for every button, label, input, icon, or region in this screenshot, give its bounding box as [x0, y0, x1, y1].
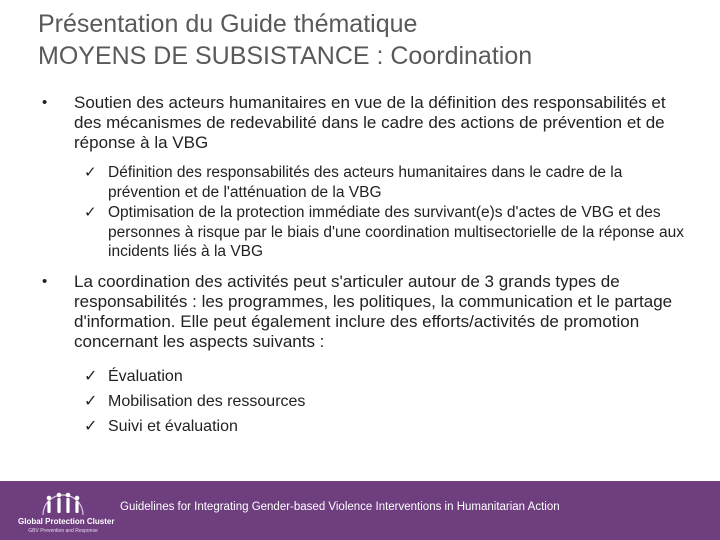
checkmark-icon: ✓ — [84, 367, 98, 385]
bullet-icon: • — [42, 272, 48, 290]
checkmark-icon: ✓ — [84, 392, 98, 410]
bullet-text: Soutien des acteurs humanitaires en vue de la définition des responsabilités et des mécanismes de redevabilité dans le cadre des actions de prévention et de réponse à la VBG — [74, 93, 666, 152]
check-item — [30, 163, 695, 202]
check-text: Suivi et évaluation — [108, 417, 238, 435]
check-item — [30, 414, 695, 439]
slide-title — [38, 8, 698, 72]
title-line-1: Présentation du Guide thématique — [38, 10, 418, 38]
check-text: Optimisation de la protection immédiate des survivant(e)s d'actes de VBG et des personnes à risque par le biais d'une coordination multisectorielle de la réponse aux incidents liés à la VBG — [108, 204, 684, 260]
slide-content — [30, 93, 695, 439]
checkmark-icon: ✓ — [84, 164, 97, 181]
check-item — [30, 364, 695, 389]
bullet-item-2 — [30, 272, 695, 439]
footer-text: Guidelines for Integrating Gender-based Violence Interventions in Humanitarian Action — [120, 501, 560, 513]
check-text: Évaluation — [108, 367, 183, 385]
title-line-2: MOYENS DE SUBSISTANCE : Coordination — [38, 42, 533, 70]
global-protection-cluster-logo — [18, 487, 115, 537]
checklist — [30, 163, 695, 262]
people-figures-icon — [33, 489, 93, 517]
bullet-item-1 — [30, 93, 695, 262]
checkmark-icon: ✓ — [84, 417, 98, 435]
checklist — [30, 364, 695, 439]
check-item — [30, 389, 695, 414]
bullet-icon: • — [42, 94, 48, 111]
logo-name: Global Protection Cluster — [18, 517, 115, 526]
check-text: Mobilisation des ressources — [108, 392, 306, 410]
check-text: Définition des responsabilités des acteurs humanitaires dans le cadre de la prévention et de l'atténuation de la VBG — [108, 164, 623, 201]
logo-subtitle: GBV Prevention and Response — [28, 528, 98, 534]
checkmark-icon: ✓ — [84, 204, 97, 221]
footer-bar — [0, 481, 720, 540]
bullet-text: La coordination des activités peut s'articuler autour de 3 grands types de responsabilités : les programmes, les politiques, la communication et le partage d'information. Elle peut également inclure des efforts/activités de promotion concernant les aspects suivants : — [74, 271, 673, 351]
check-item — [30, 203, 695, 262]
